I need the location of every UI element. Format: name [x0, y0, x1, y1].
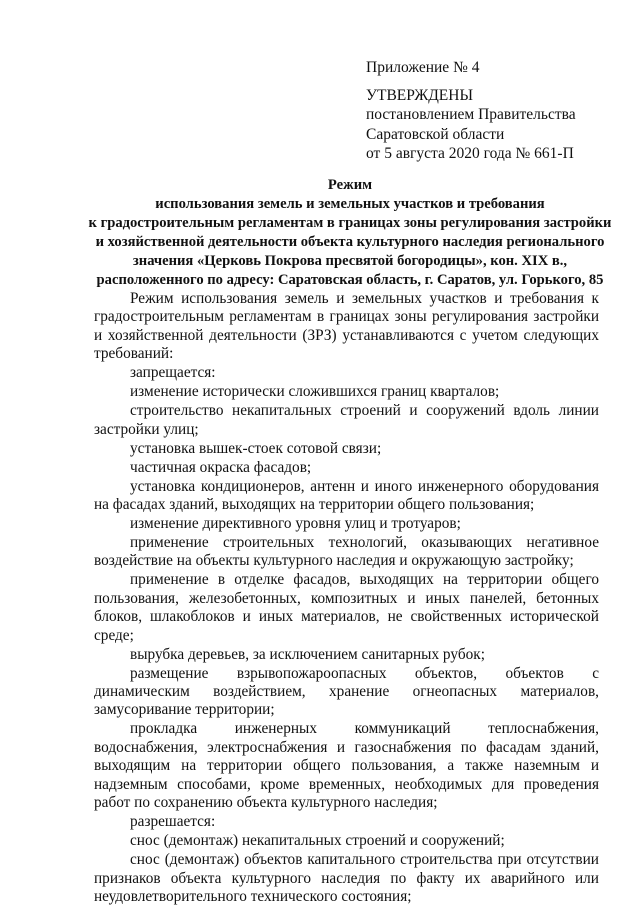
title-line: использования земель и земельных участков и требования: [155, 196, 545, 212]
list-item: снос (демонтаж) объектов капитального строительства при отсутствии признаков объекта культурного наследия по факту их аварийного или неудовлетворительного технического состояния;: [94, 851, 599, 905]
approved-heading: УТВЕРЖДЕНЫ: [366, 86, 473, 104]
title-line: значения «Церковь Покрова пресвятой богородицы», кон. XIX в.,: [132, 253, 568, 269]
list-item: применение в отделке фасадов, выходящих на территории общего пользования, железобетонных, композитных и иных панелей, бетонных блоков, шлакоблоков и иных материалов, не свойственных исторической среде;: [94, 571, 599, 644]
list-item: вырубка деревьев, за исключением санитарных рубок;: [130, 645, 485, 663]
list-item: изменение директивного уровня улиц и тротуаров;: [130, 515, 461, 533]
list-item: снос (демонтаж) некапитальных строений и сооружений;: [130, 832, 505, 850]
title-line: и хозяйственной деятельности объекта культурного наследия регионального: [95, 234, 605, 250]
allowed-heading: разрешается:: [130, 813, 216, 831]
list-item: размещение взрывопожароопасных объектов, объектов с динамическим воздействием, хранение огнеопасных материалов, замусоривание территории;: [94, 664, 599, 719]
title-line: Режим: [327, 177, 373, 193]
prohibited-heading: запрещается:: [130, 364, 216, 382]
list-item: применение строительных технологий, оказывающих негативное воздействие на объекты культурного наследия и окружающую застройку;: [94, 534, 599, 570]
list-item: установка кондиционеров, антенн и иного инженерного оборудования на фасадах зданий, выходящих на территории общего пользования;: [94, 477, 599, 514]
list-item: установка вышек-стоек сотовой связи;: [130, 439, 382, 457]
approval-line-2: Саратовской области: [366, 125, 505, 143]
document-body: [94, 290, 599, 906]
approval-line-1: постановлением Правительства: [366, 106, 576, 123]
document-title: [80, 176, 620, 290]
approval-line-3: от 5 августа 2020 года № 661-П: [366, 145, 574, 162]
list-item: частичная окраска фасадов;: [130, 458, 312, 476]
list-item: строительство некапитальных строений и сооружений вдоль линии застройки улиц;: [94, 402, 599, 438]
list-item: прокладка инженерных коммуникаций теплоснабжения, водоснабжения, электроснабжения и газоснабжения по фасадам зданий, выходящим на территории общего пользования, а также наземным и надземным способами, кроме временных, необходимых для проведения работ по сохранению объекта культурного наследия;: [94, 720, 599, 812]
title-line: расположенного по адресу: Саратовская область, г. Саратов, ул. Горького, 85: [96, 272, 604, 288]
approval-block: [366, 58, 576, 164]
list-item: изменение исторически сложившихся границ кварталов;: [130, 383, 500, 401]
appendix-number: Приложение № 4: [366, 59, 480, 76]
title-line: к градостроительным регламентам в границах зоны регулирования застройки: [88, 215, 612, 231]
intro-paragraph: Режим использования земель и земельных участков и требования к градостроительным регламентам в границах зоны регулирования застройки и хозяйственной деятельности (ЗРЗ) устанавливаются с учетом следующих требований:: [94, 290, 599, 363]
spacer: [366, 78, 576, 86]
